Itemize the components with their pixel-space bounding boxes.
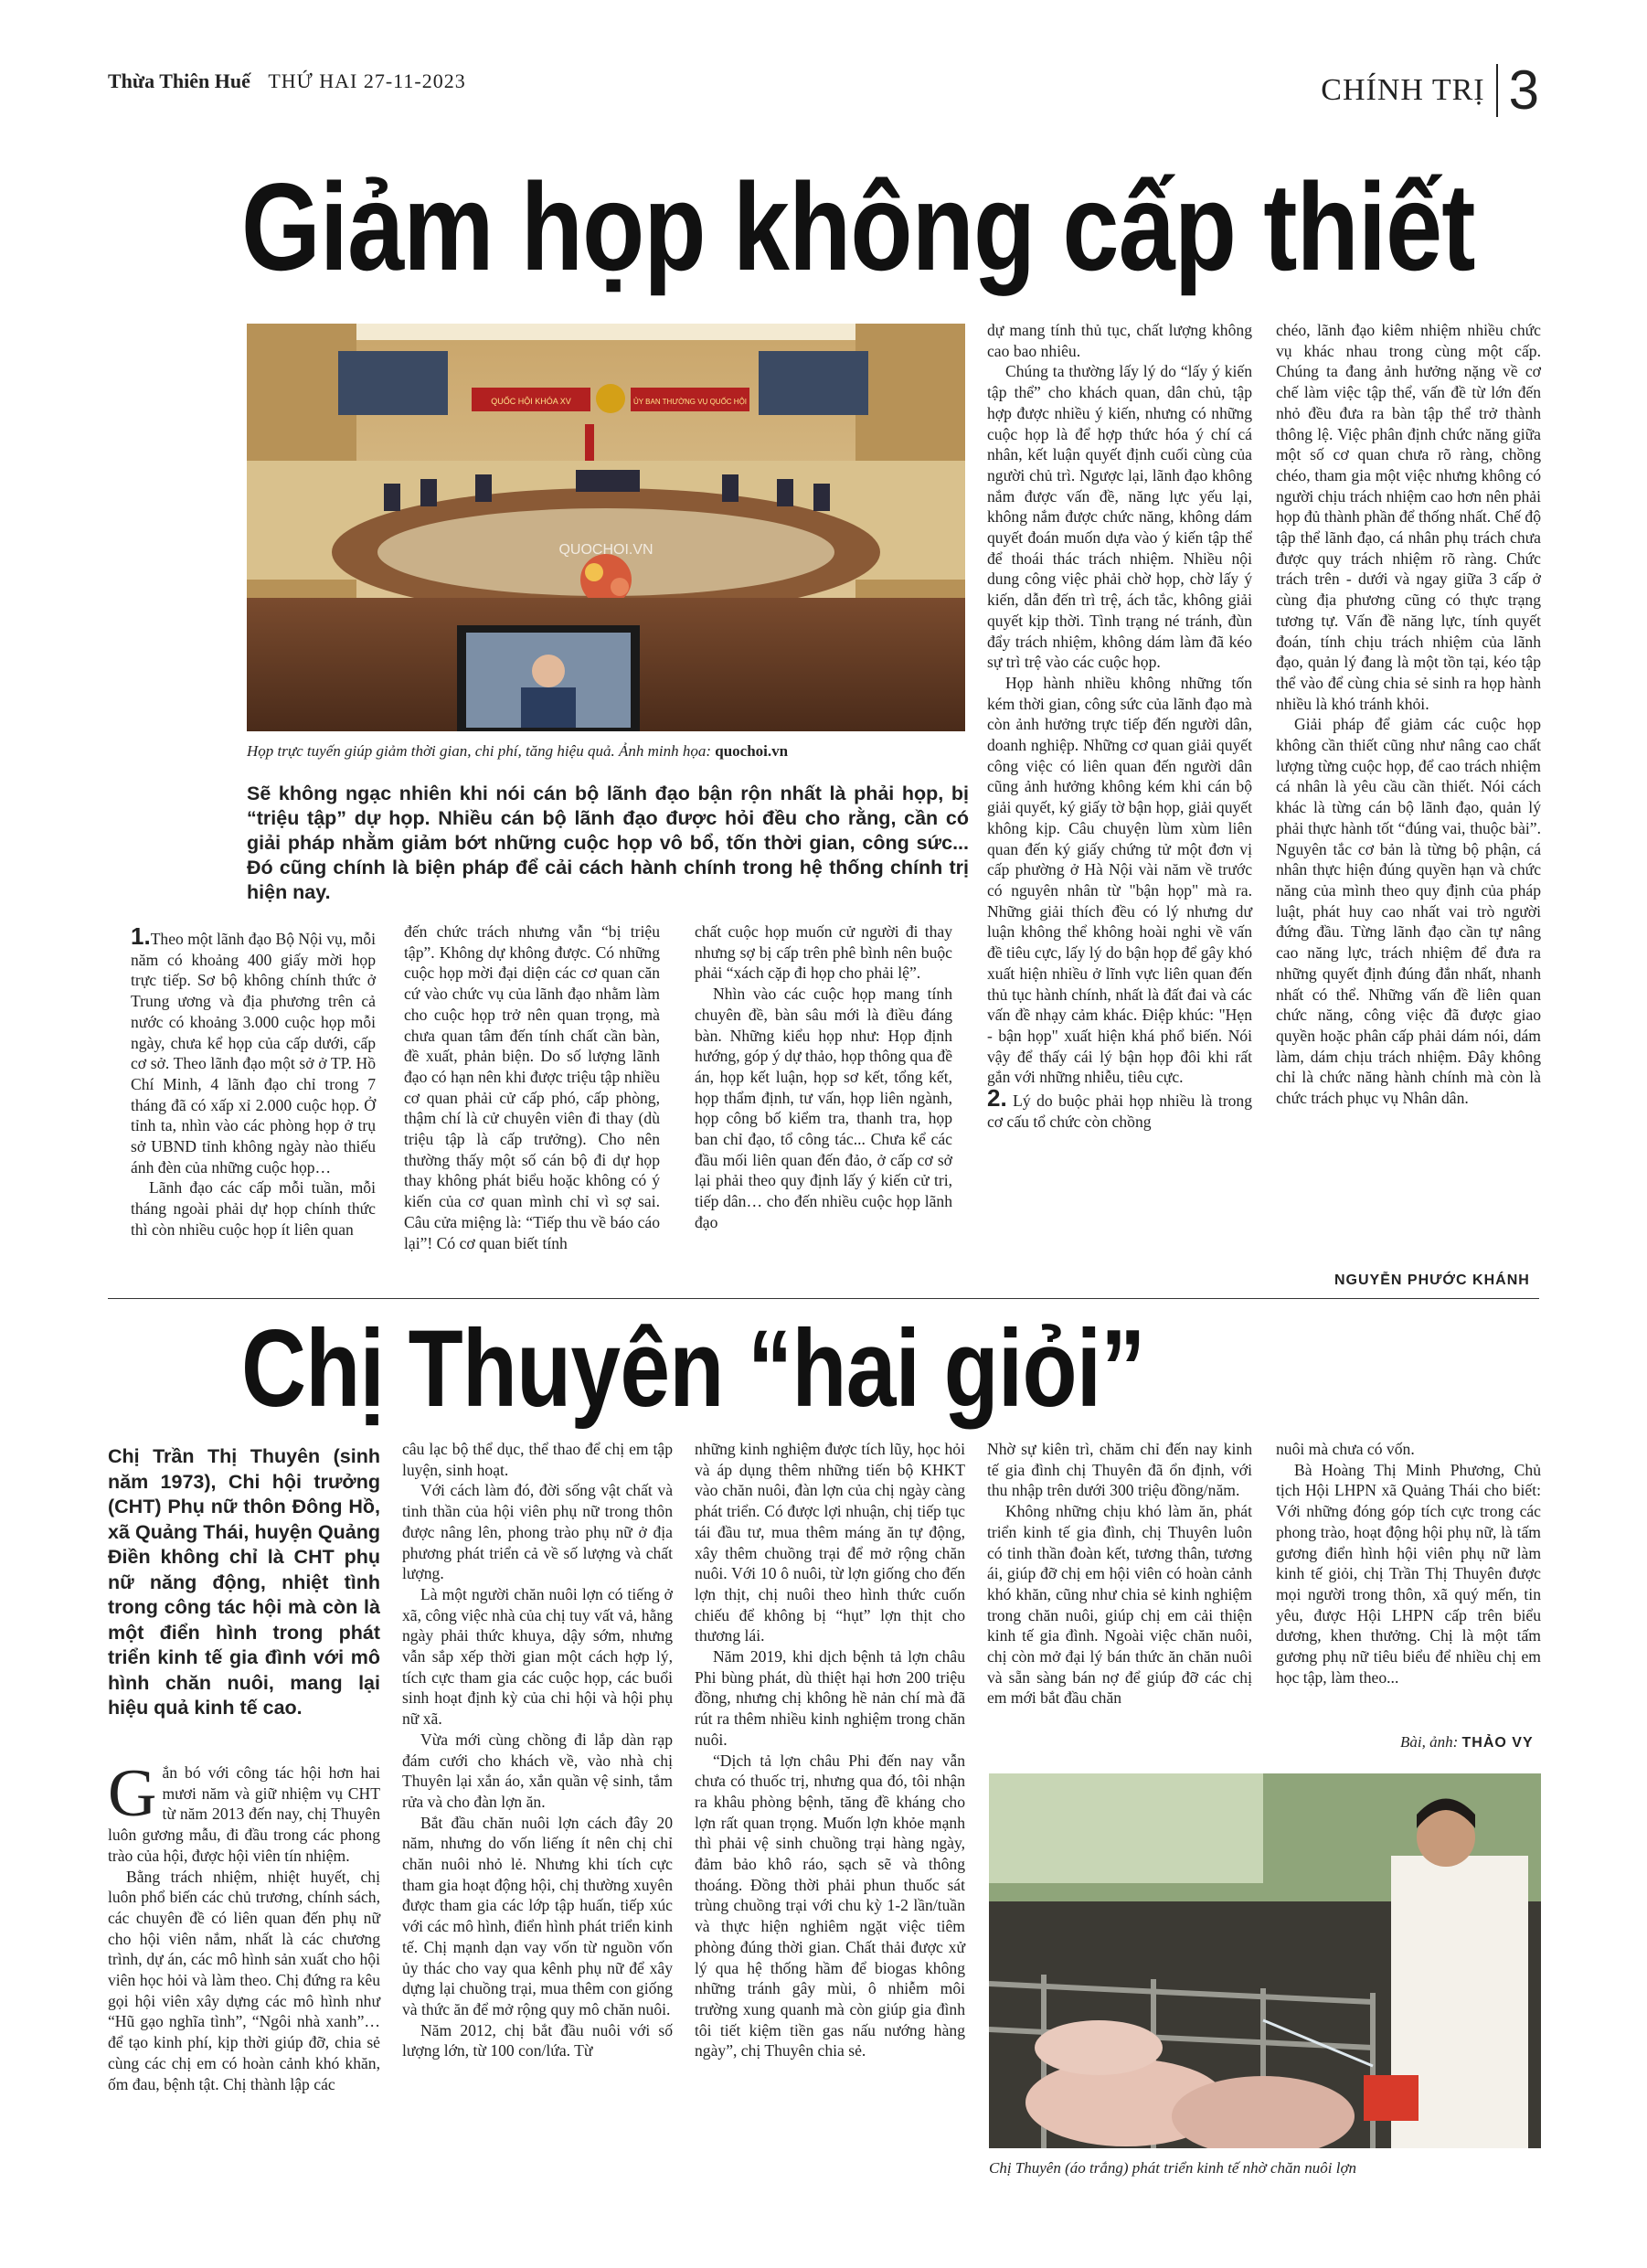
caption-text: Họp trực tuyến giúp giảm thời gian, chi phí, tăng hiệu quả. Ảnh minh họa: bbox=[247, 742, 716, 760]
article1-sapo: Sẽ không ngạc nhiên khi nói cán bộ lãnh đạo bận rộn nhất là phải họp, bị “triệu tập” dự họp. Nhiều cán bộ lãnh đạo được hỏi đều cho rằng, cần có giải pháp nhằm giảm bớt những cuộc họp vô bổ, tốn thời gian, công sức... Đó cũng chính là biện pháp để cải cách hành chính trong hệ thống chính trị hiện nay. bbox=[247, 783, 969, 903]
paragraph: Bằng trách nhiệm, nhiệt huyết, chị luôn phổ biến các chủ trương, chính sách, các chuyên đề có liên quan đến phụ nữ cho hội viên nắm, nhất là các chương trình, dự án, các mô hình sản xuất cho hội viên học hỏi và làm theo. Chị đứng ra kêu gọi hội viên xây dựng các mô hình như “Hũ gạo nghĩa tình”, “Ngôi nhà xanh”… để tạo kinh phí, kịp thời giúp đỡ, chia sẻ cùng các chị em có hoàn cảnh khó khăn, ốm đau, bệnh tật. Chị thành lập các bbox=[108, 1867, 380, 2093]
article1-byline: NGUYỄN PHƯỚC KHÁNH bbox=[1334, 1272, 1530, 1288]
paragraph: Lý do buộc phải họp nhiều là trong cơ cấu tổ chức còn chồng bbox=[987, 1091, 1252, 1131]
paragraph: Năm 2019, khi dịch bệnh tả lợn châu Phi bùng phát, dù thiệt hại hơn 200 triệu đồng, nhưng chị không hề nản chí mà đã rút ra thêm nhiều kinh nghiệm trong chăn nuôi. bbox=[695, 1647, 965, 1749]
photo-banner-left: QUỐC HỘI KHÓA XV bbox=[491, 397, 571, 406]
paragraph: Chúng ta thường lấy lý do “lấy ý kiến tập thể” cho khách quan, dân chủ, tập hợp được nhiều ý kiến, nhưng có những cuộc họp là để hợp thức hóa ý chí cá nhân, kết luận quyết định cuối cùng của người chủ trì. Ngược lại, lãnh đạo không nắm được vấn đề, năng lực yếu lại, không nắm được chức năng, không dám quyết đoán muốn dựa vào ý kiến tập thể để thoái thác trách nhiệm. Nhiều nội dung công việc phải chờ họp, chờ lấy ý kiến, dẫn đến trì trệ, ách tắc, không giải quyết kịp thời. Tình trạng né tránh, đùn đẩy trách nhiệm, không dám làm đã kéo sự trì trệ vào các cuộc họp. bbox=[987, 362, 1252, 672]
article2-title: Chị Thuyên “hai giỏi” bbox=[241, 1307, 1145, 1430]
paragraph: Là một người chăn nuôi lợn có tiếng ở xã, công việc nhà của chị tuy vất vả, hằng ngày phải thức khuya, dậy sớm, nhưng vẫn sắp xếp thời gian một cách hợp lý, tích cực tham gia các cuộc họp, các buổi sinh hoạt định kỳ của chi hội và hội phụ nữ xã. bbox=[402, 1584, 673, 1729]
byline-prefix: Bài, ảnh: bbox=[1400, 1733, 1462, 1751]
article1-photo bbox=[247, 324, 965, 731]
page-header-left bbox=[108, 69, 466, 93]
publication-name: Thừa Thiên Huế bbox=[108, 69, 250, 92]
article-divider bbox=[108, 1298, 1539, 1299]
paragraph: Bắt đầu chăn nuôi lợn cách đây 20 năm, nhưng do vốn liếng ít nên chị chỉ chăn nuôi nhỏ lẻ. Nhưng khi tích cực tham gia hoạt động hội, chị thường xuyên được tham gia các lớp tập huấn, tiếp xúc với các mô hình, điển hình phát triển kinh tế. Chị mạnh dạn vay vốn từ nguồn vốn ủy thác cho vay qua kênh phụ nữ để xây dựng lại chuồng trại, mua thêm con giống và thức ăn để mở rộng quy mô chăn nuôi. bbox=[402, 1813, 673, 2018]
issue-date: THỨ HAI 27-11-2023 bbox=[268, 69, 466, 92]
article2-column-5 bbox=[1276, 1439, 1541, 1688]
paragraph: Năm 2012, chị bắt đầu nuôi với số lượng lớn, từ 100 con/lứa. Từ bbox=[402, 2020, 673, 2060]
article2-column-2 bbox=[402, 1439, 673, 2061]
paragraph: “Dịch tả lợn châu Phi đến nay vẫn chưa có thuốc trị, nhưng qua đó, tôi nhận ra khâu phòng bệnh, tăng đề kháng cho lợn rất quan trọng. Muốn lợn khỏe mạnh thì phải vệ sinh chuồng trại hàng ngày, đảm bảo khô ráo, sạch sẽ và thông thoáng. Đồng thời phải phun thuốc sát trùng chuồng trại với chu kỳ 1-2 lần/tuần và thực hiện nghiêm ngặt việc tiêm phòng đúng thời gian. Chất thải được xử lý qua hệ thống hầm để biogas không những tránh gây mùi, ô nhiễm môi trường xung quanh mà còn giúp gia đình tôi tiết kiệm tiền gas nấu nướng hàng ngày”, chị Thuyên chia sẻ. bbox=[695, 1751, 965, 2060]
paragraph: ắn bó với công tác hội hơn hai mươi năm và giữ nhiệm vụ CHT từ năm 2013 đến nay, chị Thuyên luôn gương mẫu, đi đầu trong các phong trào của hội, được hội viên tín nhiệm. bbox=[108, 1763, 380, 1865]
photo-source: quochoi.vn bbox=[715, 742, 789, 760]
paragraph: Theo một lãnh đạo Bộ Nội vụ, mỗi năm có khoảng 400 giấy mời họp trực tiếp. Sơ bộ không chính thức ở Trung ương và địa phương trên cả nước có khoảng 3.000 cuộc họp mỗi ngày, chưa kể họp của cấp dưới, cấp cơ sở. Theo lãnh đạo một sở ở TP. Hồ Chí Minh, 4 lãnh đạo chỉ trong 7 tháng đã có xấp xỉ 2.000 cuộc họp. Ở tỉnh ta, nhìn vào các phòng họp ở trụ sở UBND tỉnh không ngày nào thiếu ánh đèn của những cuộc họp… bbox=[131, 930, 376, 1177]
paragraph: Với cách làm đó, đời sống vật chất và tinh thần của hội viên phụ nữ trong thôn được nâng lên, phong trào phụ nữ ở địa phương phát triển cả về số lượng và chất lượng. bbox=[402, 1481, 673, 1583]
article1-column-4 bbox=[987, 320, 1252, 1132]
article2-sapo: Chị Trần Thị Thuyên (sinh năm 1973), Chi hội trưởng (CHT) Phụ nữ thôn Đông Hồ, xã Quảng Thái, huyện Quảng Điền không chỉ là CHT phụ nữ năng động, nhiệt tình trong công tác hội mà còn là một điển hình trong phát triển kinh tế gia đình với mô hình chăn nuôi, mang lại hiệu quả kinh tế cao. bbox=[108, 1445, 380, 1719]
article1-column-5 bbox=[1276, 320, 1541, 1109]
paragraph: chéo, lãnh đạo kiêm nhiệm nhiều chức vụ khác nhau trong cùng một cấp. Chúng ta đang ảnh hưởng nặng về cơ chế làm việc tập thể, vấn đề từ lớn đến nhỏ đều đưa ra bàn tập thể trở thành thông lệ. Việc phân định chức năng giữa một số cơ quan chưa rõ ràng, chồng chéo, tham gia một việc nhưng không có người chịu trách nhiệm cao hơn nên phải họp đủ thành phần để thống nhất. Chế độ tập thể lãnh đạo, cá nhân phụ trách chưa được quy trách nhiệm rõ ràng. Chức trách trên - dưới và ngay giữa 3 cấp ở cùng địa phương cũng có thực trạng tương tự. Vấn đề năng lực, tính quyết đoán, tính chịu trách nhiệm của lãnh đạo, quản lý đang là một tồn tại, kéo tập thể vào để cùng chia sẻ sinh ra họp hành nhiều là khó tránh khỏi. bbox=[1276, 321, 1541, 713]
article2-column-4 bbox=[987, 1439, 1252, 1709]
paragraph: Nhìn vào các cuộc họp mang tính chuyên đề, bàn sâu mới là điều đáng bàn. Những kiểu họp như: Họp định hướng, góp ý dự thảo, họp thông qua đề án, họp kết luận, họp sơ kết, tổng kết, họp thẩm định, tư vấn, họp liên ngành, họp công bố kiểm tra, thanh tra, họp ban chỉ đạo, tổ công tác... Chưa kể các đầu mối liên quan đến đảo, ở cấp cơ sở lại phải theo quy định lấy ý kiến cử tri, tiếp dân… cho đến nhiều cuộc họp lãnh đạo bbox=[695, 985, 952, 1231]
section-number-2: 2. bbox=[987, 1084, 1007, 1113]
page-number: 3 bbox=[1508, 59, 1539, 121]
article1-photo-caption bbox=[247, 742, 969, 761]
article2-photo-caption: Chị Thuyên (áo trắng) phát triển kinh tế nhờ chăn nuôi lợn bbox=[989, 2159, 1357, 2177]
header-divider bbox=[1496, 64, 1498, 117]
article2-column-3 bbox=[695, 1439, 965, 2061]
photo-banner-right: ỦY BAN THƯỜNG VỤ QUỐC HỘI bbox=[632, 398, 748, 406]
section-name: CHÍNH TRỊ bbox=[1321, 72, 1485, 107]
paragraph: câu lạc bộ thể dục, thể thao để chị em tập luyện, sinh hoạt. bbox=[402, 1440, 673, 1479]
paragraph: Giải pháp để giảm các cuộc họp không cần thiết cũng như nâng cao chất lượng từng cuộc họp, để cao trách nhiệm cá nhân là yêu cầu cần thiết. Nói cách khác là từng cán bộ lãnh đạo, quản lý phải thực hành tốt “đúng vai, thuộc bài”. Nguyên tắc cơ bản là từng bộ phận, cá nhân thực hiện đúng quyền hạn và chức năng của mình theo quy định của pháp luật, phát huy cao nhất vai trò người đứng đầu. Từng lãnh đạo cần tự nâng cao năng lực, trách nhiệm để đưa ra những quyết định đúng đắn nhất, nhanh nhất có thể. Những vấn đề liên quan chức năng, công việc đã được giao quyền hoặc phân cấp phải dám nói, dám làm, dám chịu trách nhiệm. Đây không chỉ là chức năng hành chính mà còn là chức trách phục vụ Nhân dân. bbox=[1276, 715, 1541, 1108]
meeting-room-image bbox=[247, 324, 965, 731]
article2-photo bbox=[989, 1773, 1541, 2148]
paragraph: những kinh nghiệm được tích lũy, học hỏi và áp dụng thêm những tiến bộ KHKT vào chăn nuôi, đàn lợn của chị ngày càng phát triển. Có được lợi nhuận, chị tiếp tục tái đầu tư, mua thêm máng ăn tự động, xây thêm chuồng trại để mở rộng chăn nuôi. Với 10 ô nuôi, từ lợn giống cho đến lợn thịt, chị nuôi theo hình thức cuốn chiếu để không bị “hụt” lợn thịt cho thương lái. bbox=[695, 1440, 965, 1645]
article2-byline bbox=[1400, 1733, 1534, 1752]
paragraph: nuôi mà chưa có vốn. bbox=[1276, 1440, 1415, 1458]
paragraph: Lãnh đạo các cấp mỗi tuần, mỗi tháng ngoài phải dự họp chính thức thì còn nhiều cuộc họp ít liên quan bbox=[131, 1178, 376, 1239]
drop-cap: G bbox=[108, 1756, 157, 1831]
paragraph: Họp hành nhiều không những tốn kém thời gian, công sức của lãnh đạo mà còn ảnh hưởng trực tiếp đến người dân, doanh nghiệp. Những cơ quan giải quyết công việc có liên quan đến người dân cũng ảnh hưởng không kém khi cán bộ giải quyết, ký giấy tờ bận họp, giải quyết không kịp. Câu chuyện lùm xùm liên quan đến ký giấy chứng tử một đơn vị cấp phường ở Hà Nội vài năm về trước có nguyên nhân từ "bận họp" mà ra. Những giải thích đều có lý nhưng dư luận không thể không hoài nghi về vấn đề tiêu cực, lấy lý do bận họp để gây khó xuất hiện nhiều ở lĩnh vực liên quan đến thủ tục hành chính, nhất là đất đai và các vấn đề nhạy cảm khác. Điệp khúc: "Hẹn - bận họp" xuất hiện khá phổ biến. Nói vậy để thấy cái lý bận họp đôi khi rất gắn với những nhiễu, tiêu cực. bbox=[987, 673, 1252, 1087]
article2-column-1 bbox=[108, 1756, 380, 2094]
pig-farm-image bbox=[989, 1773, 1541, 2148]
photo-watermark: QUOCHOI.VN bbox=[558, 542, 653, 558]
section-number-1: 1. bbox=[131, 922, 151, 950]
byline-name: THẢO VY bbox=[1461, 1735, 1534, 1751]
paragraph: Bà Hoàng Thị Minh Phương, Chủ tịch Hội LHPN xã Quảng Thái cho biết: Với những đóng góp tích cực trong các phong trào, hoạt động hội phụ nữ, là tấm gương điển hình hội viên phụ nữ làm kinh tế giỏi, chị Trần Thị Thuyên được mọi người trong thôn, xã quý mến, tin yêu, được Hội LHPN cấp trên biểu dương, khen thưởng. Chị là một tấm gương phụ nữ tiêu biểu để nhiều chị em học tập, làm theo... bbox=[1276, 1460, 1541, 1687]
paragraph: chất cuộc họp muốn cử người đi thay nhưng sợ bị cấp trên phê bình nên buộc phải “xách cặp đi họp cho phải lệ”. bbox=[695, 922, 952, 983]
paragraph: Vừa mới cùng chồng đi lắp dàn rạp đám cưới cho khách về, vào nhà chị Thuyên lại xắn áo, xắn quần vệ sinh, tắm rửa và cho đàn lợn ăn. bbox=[402, 1730, 673, 1811]
article1-column-1 bbox=[131, 922, 376, 1240]
paragraph: dự mang tính thủ tục, chất lượng không cao bao nhiêu. bbox=[987, 321, 1252, 360]
article1-title: Giảm họp không cấp thiết bbox=[241, 157, 1475, 296]
page-header-right bbox=[1321, 59, 1539, 122]
article1-column-3 bbox=[695, 921, 952, 1233]
paragraph: Không những chịu khó làm ăn, phát triển kinh tế gia đình, chị Thuyên luôn có tinh thần đoàn kết, tương thân, tương ái, giúp đỡ chị em hội viên có hoàn cảnh khó khăn, cũng như chia sẻ kinh nghiệm trong chăn nuôi, giúp chị em cải thiện kinh tế gia đình. Ngoài việc chăn nuôi, chị còn mở đại lý bán thức ăn chăn nuôi và sẵn sàng bán nợ để giúp đỡ các chị em mới bắt đầu chăn bbox=[987, 1502, 1252, 1708]
article1-column-2 bbox=[404, 921, 660, 1253]
paragraph: đến chức trách nhưng vẫn “bị triệu tập”. Không dự không được. Có những cuộc họp mời đại diện các cơ quan căn cứ vào chức vụ của lãnh đạo nhằm làm cho cuộc họp trở nên quan trọng, mà chưa quan tâm đến tính chất cần bàn, đề xuất, phản biện. Do số lượng lãnh đạo có hạn nên khi được triệu tập nhiều cơ quan phải cử cấp phó, cấp phòng, thậm chí là cử chuyên viên đi thay (dù triệu tập là cấp trưởng). Cho nên thường thấy một số cán bộ đi dự họp thay không phát biểu hoặc không có ý kiến của cơ quan mình chỉ vì sợ sai. Câu cửa miệng là: “Tiếp thu về báo cáo lại”! Có cơ quan biết tính bbox=[404, 922, 660, 1252]
paragraph: Nhờ sự kiên trì, chăm chỉ đến nay kinh tế gia đình chị Thuyên đã ổn định, với thu nhập trên dưới 300 triệu đồng/năm. bbox=[987, 1440, 1252, 1500]
